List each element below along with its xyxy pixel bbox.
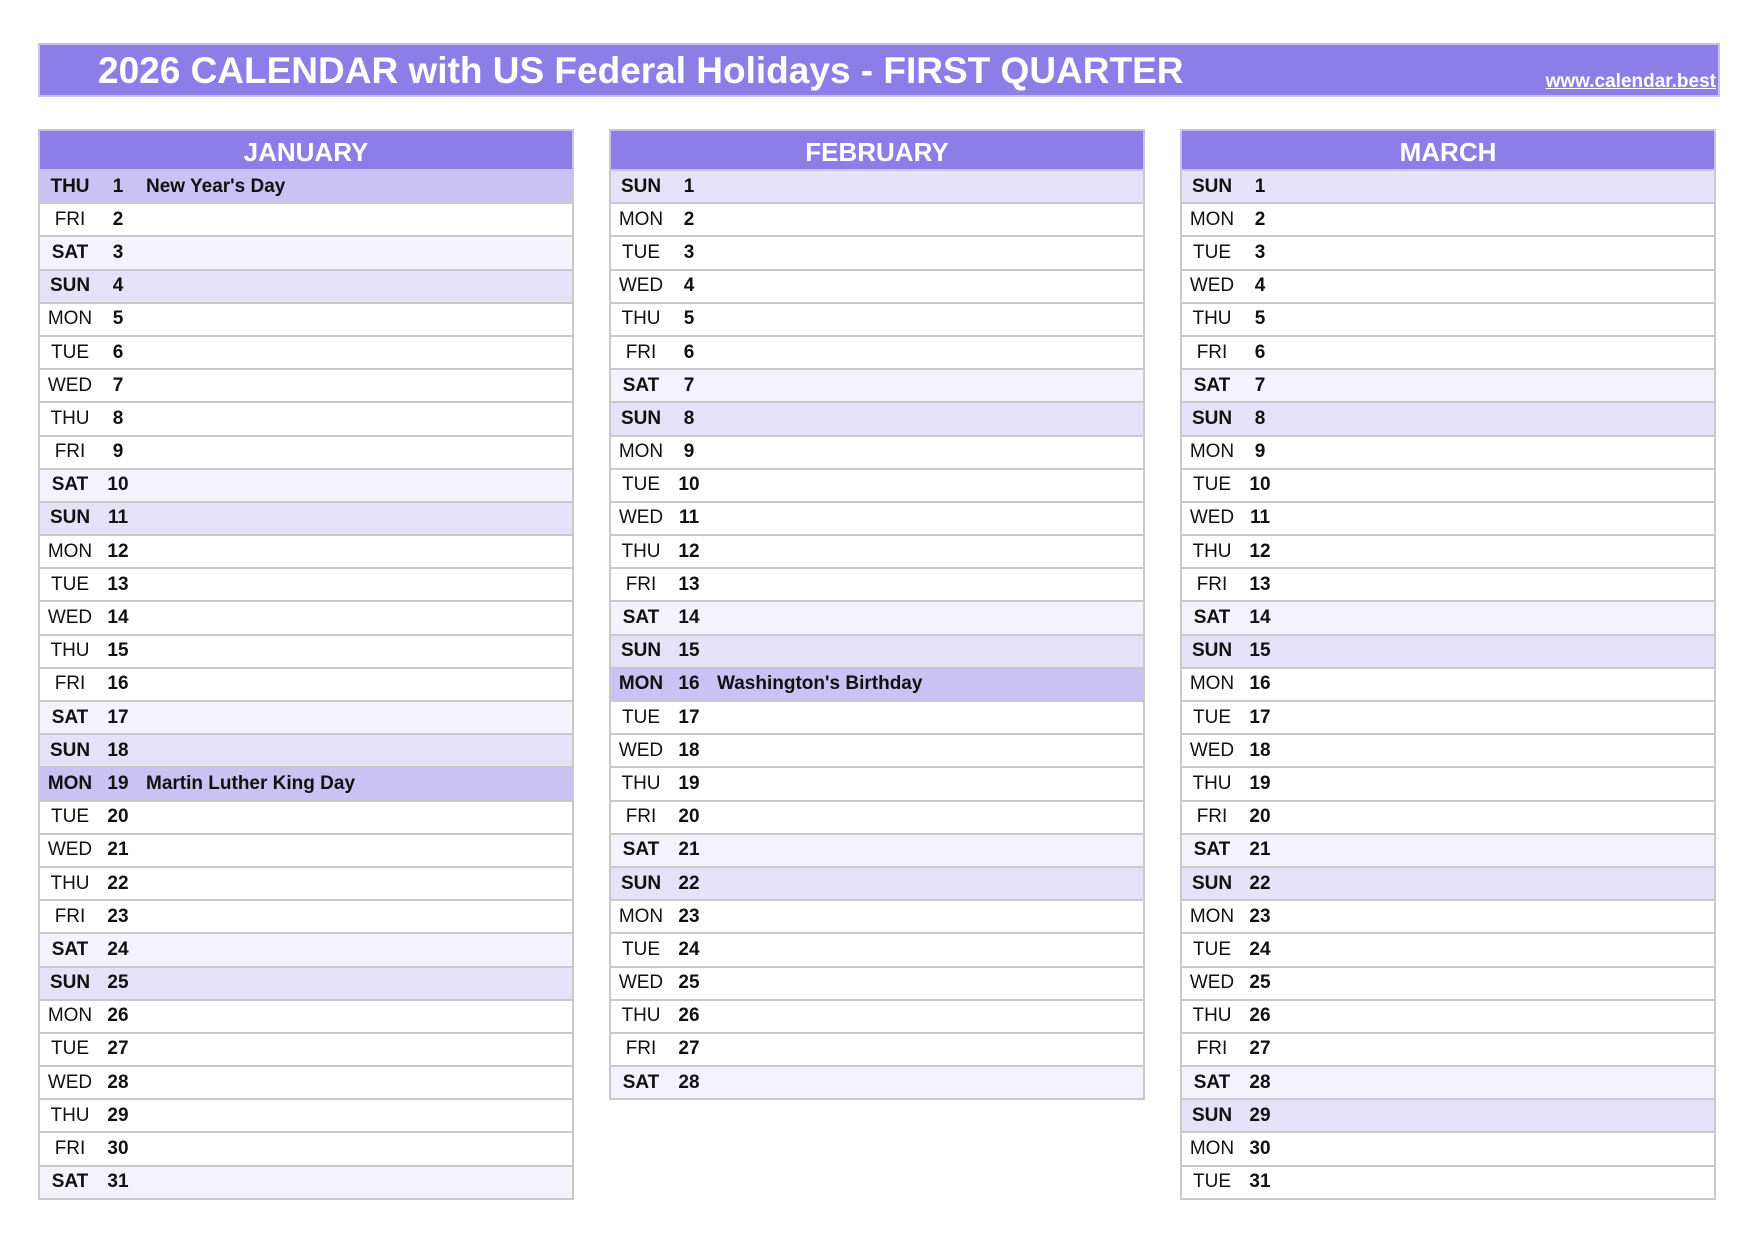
day-row: [611, 503, 1143, 536]
day-of-week: WED: [1189, 507, 1235, 529]
day-of-week: MON: [618, 441, 664, 463]
day-number: 12: [1249, 540, 1271, 562]
day-number: 7: [112, 374, 124, 396]
day-number: 8: [112, 407, 124, 429]
day-number: 28: [1249, 1071, 1271, 1093]
day-number: 9: [1254, 441, 1266, 463]
day-of-week: TUE: [1193, 1171, 1231, 1193]
day-list: [38, 171, 574, 1200]
day-of-week: WED: [47, 839, 93, 861]
day-of-week: MON: [1189, 441, 1235, 463]
day-of-week: SAT: [51, 1171, 89, 1193]
day-number: 14: [678, 607, 700, 629]
day-number: 12: [107, 540, 129, 562]
day-number: 1: [683, 175, 695, 197]
day-row: [40, 237, 572, 270]
day-number: 18: [1249, 739, 1271, 761]
day-row: [611, 304, 1143, 337]
day-number: 19: [678, 772, 700, 794]
day-of-week: WED: [1189, 739, 1235, 761]
day-of-week: THU: [50, 407, 90, 429]
day-of-week: TUE: [51, 341, 89, 363]
day-row: [611, 437, 1143, 470]
page-title: 2026 CALENDAR with US Federal Holidays - FIRST QUARTER: [98, 50, 1184, 91]
day-of-week: SUN: [49, 739, 91, 761]
day-number: 8: [683, 407, 695, 429]
day-of-week: FRI: [625, 806, 657, 828]
day-row: [40, 868, 572, 901]
day-number: 31: [1249, 1171, 1271, 1193]
day-row: [40, 437, 572, 470]
day-number: 23: [678, 905, 700, 927]
day-of-week: SAT: [51, 706, 89, 728]
day-row: [1182, 569, 1714, 602]
day-number: 4: [1254, 275, 1266, 297]
day-number: 5: [1254, 308, 1266, 330]
day-of-week: TUE: [1193, 241, 1231, 263]
day-number: 8: [1254, 407, 1266, 429]
day-number: 24: [678, 938, 700, 960]
day-number: 6: [683, 341, 695, 363]
day-of-week: TUE: [1193, 474, 1231, 496]
day-number: 24: [107, 938, 129, 960]
day-number: 9: [683, 441, 695, 463]
day-row: [611, 271, 1143, 304]
day-number: 5: [112, 308, 124, 330]
day-number: 12: [678, 540, 700, 562]
day-row: [1182, 735, 1714, 768]
day-row: [40, 735, 572, 768]
day-number: 1: [112, 175, 124, 197]
day-number: 27: [678, 1038, 700, 1060]
day-number: 2: [1254, 208, 1266, 230]
day-number: 4: [112, 275, 124, 297]
day-of-week: TUE: [1193, 938, 1231, 960]
day-row: [611, 768, 1143, 801]
day-row: [1182, 470, 1714, 503]
day-row: [1182, 237, 1714, 270]
day-number: 16: [678, 673, 700, 695]
day-of-week: SUN: [620, 175, 662, 197]
day-number: 17: [678, 706, 700, 728]
day-of-week: SUN: [1191, 872, 1233, 894]
day-of-week: SUN: [49, 507, 91, 529]
day-of-week: WED: [618, 275, 664, 297]
day-of-week: WED: [618, 972, 664, 994]
day-row: [611, 171, 1143, 204]
day-of-week: SUN: [620, 872, 662, 894]
day-number: 30: [107, 1138, 129, 1160]
day-row: [40, 304, 572, 337]
day-of-week: SAT: [51, 938, 89, 960]
day-row: [611, 802, 1143, 835]
day-row: [611, 1034, 1143, 1067]
day-of-week: TUE: [622, 706, 660, 728]
month-header: FEBRUARY: [609, 129, 1145, 171]
day-of-week: THU: [50, 872, 90, 894]
day-row: [40, 470, 572, 503]
day-of-week: MON: [618, 208, 664, 230]
day-number: 19: [107, 772, 129, 794]
day-of-week: THU: [621, 540, 661, 562]
day-row: [40, 669, 572, 702]
day-row: [1182, 868, 1714, 901]
day-number: 1: [1254, 175, 1266, 197]
day-row: [40, 1100, 572, 1133]
day-of-week: FRI: [54, 1138, 86, 1160]
day-of-week: MON: [1189, 673, 1235, 695]
day-number: 7: [683, 374, 695, 396]
day-of-week: FRI: [54, 441, 86, 463]
day-number: 27: [1249, 1038, 1271, 1060]
day-row: [1182, 370, 1714, 403]
day-row: [40, 602, 572, 635]
day-number: 16: [1249, 673, 1271, 695]
day-row: [611, 237, 1143, 270]
day-row: [1182, 768, 1714, 801]
day-number: 10: [678, 474, 700, 496]
day-number: 21: [678, 839, 700, 861]
day-row: [40, 835, 572, 868]
day-row: [611, 835, 1143, 868]
day-row: [1182, 503, 1714, 536]
day-of-week: SAT: [1193, 1071, 1231, 1093]
day-row: [1182, 835, 1714, 868]
day-number: 6: [112, 341, 124, 363]
day-row: [1182, 403, 1714, 436]
month-february: [609, 129, 1145, 1100]
day-of-week: TUE: [51, 1038, 89, 1060]
day-of-week: THU: [50, 1104, 90, 1126]
day-of-week: THU: [1192, 308, 1232, 330]
day-row: [1182, 636, 1714, 669]
day-of-week: WED: [1189, 972, 1235, 994]
day-of-week: WED: [618, 507, 664, 529]
day-number: 10: [107, 474, 129, 496]
day-row: [1182, 702, 1714, 735]
day-row: [40, 934, 572, 967]
day-of-week: SAT: [1193, 374, 1231, 396]
day-row: [611, 868, 1143, 901]
holiday-row: [40, 768, 572, 801]
day-row: [611, 636, 1143, 669]
day-number: 20: [678, 806, 700, 828]
day-row: [1182, 901, 1714, 934]
day-of-week: WED: [47, 1071, 93, 1093]
day-of-week: MON: [47, 772, 93, 794]
month-march: [1180, 129, 1716, 1200]
day-number: 5: [683, 308, 695, 330]
day-of-week: THU: [50, 175, 90, 197]
day-of-week: SUN: [1191, 175, 1233, 197]
day-number: 3: [683, 241, 695, 263]
day-row: [1182, 437, 1714, 470]
day-of-week: TUE: [51, 806, 89, 828]
day-row: [40, 968, 572, 1001]
month-header: JANUARY: [38, 129, 574, 171]
day-number: 4: [683, 275, 695, 297]
day-of-week: MON: [47, 540, 93, 562]
day-number: 2: [683, 208, 695, 230]
day-number: 25: [678, 972, 700, 994]
day-of-week: SAT: [1193, 839, 1231, 861]
day-of-week: FRI: [1196, 341, 1228, 363]
day-of-week: SAT: [622, 1071, 660, 1093]
day-number: 28: [678, 1071, 700, 1093]
day-of-week: THU: [50, 640, 90, 662]
day-row: [1182, 669, 1714, 702]
holiday-row: [40, 171, 572, 204]
day-number: 10: [1249, 474, 1271, 496]
day-row: [1182, 1133, 1714, 1166]
day-of-week: SAT: [51, 241, 89, 263]
day-row: [611, 901, 1143, 934]
day-of-week: FRI: [54, 905, 86, 927]
day-row: [1182, 1034, 1714, 1067]
day-number: 13: [678, 573, 700, 595]
day-number: 26: [678, 1005, 700, 1027]
day-row: [40, 403, 572, 436]
day-number: 30: [1249, 1138, 1271, 1160]
day-row: [1182, 304, 1714, 337]
day-number: 31: [107, 1171, 129, 1193]
day-row: [40, 503, 572, 536]
day-row: [611, 403, 1143, 436]
day-of-week: SUN: [49, 275, 91, 297]
day-number: 20: [1249, 806, 1271, 828]
day-row: [1182, 934, 1714, 967]
day-number: 11: [107, 507, 129, 529]
day-of-week: SUN: [1191, 1104, 1233, 1126]
day-number: 23: [107, 905, 129, 927]
day-number: 14: [107, 607, 129, 629]
month-january: [38, 129, 574, 1200]
day-of-week: FRI: [625, 1038, 657, 1060]
day-of-week: SUN: [620, 407, 662, 429]
day-of-week: SAT: [622, 607, 660, 629]
day-row: [40, 1034, 572, 1067]
day-number: 11: [1249, 507, 1271, 529]
day-number: 13: [1249, 573, 1271, 595]
day-row: [611, 702, 1143, 735]
day-row: [1182, 204, 1714, 237]
day-row: [40, 204, 572, 237]
day-row: [1182, 802, 1714, 835]
day-row: [40, 901, 572, 934]
day-of-week: SUN: [1191, 640, 1233, 662]
day-number: 29: [1249, 1104, 1271, 1126]
day-of-week: SUN: [620, 640, 662, 662]
day-number: 27: [107, 1038, 129, 1060]
day-list: [609, 171, 1145, 1100]
holiday-name: Martin Luther King Day: [146, 772, 356, 794]
day-of-week: SUN: [1191, 407, 1233, 429]
day-row: [40, 569, 572, 602]
day-number: 7: [1254, 374, 1266, 396]
day-of-week: TUE: [622, 938, 660, 960]
day-row: [40, 802, 572, 835]
holiday-name: Washington's Birthday: [717, 673, 923, 695]
day-of-week: WED: [47, 374, 93, 396]
day-row: [611, 470, 1143, 503]
day-row: [40, 536, 572, 569]
day-of-week: THU: [1192, 772, 1232, 794]
day-row: [1182, 271, 1714, 304]
day-number: 9: [112, 441, 124, 463]
day-number: 17: [1249, 706, 1271, 728]
day-row: [1182, 1001, 1714, 1034]
day-row: [40, 1067, 572, 1100]
month-header: MARCH: [1180, 129, 1716, 171]
day-of-week: SAT: [1193, 607, 1231, 629]
day-row: [40, 271, 572, 304]
holiday-row: [611, 669, 1143, 702]
day-row: [611, 337, 1143, 370]
day-of-week: THU: [621, 1005, 661, 1027]
day-number: 3: [112, 241, 124, 263]
day-of-week: MON: [618, 905, 664, 927]
day-row: [40, 337, 572, 370]
day-row: [1182, 1100, 1714, 1133]
day-of-week: SAT: [51, 474, 89, 496]
day-of-week: MON: [47, 308, 93, 330]
day-of-week: MON: [618, 673, 664, 695]
day-number: 16: [107, 673, 129, 695]
day-row: [611, 1001, 1143, 1034]
day-row: [611, 1067, 1143, 1100]
day-row: [611, 536, 1143, 569]
day-row: [40, 370, 572, 403]
day-row: [1182, 536, 1714, 569]
day-number: 15: [107, 640, 129, 662]
day-of-week: FRI: [1196, 1038, 1228, 1060]
day-number: 25: [107, 972, 129, 994]
day-number: 25: [1249, 972, 1271, 994]
day-row: [611, 735, 1143, 768]
day-row: [1182, 1067, 1714, 1100]
day-number: 18: [678, 739, 700, 761]
day-of-week: TUE: [51, 573, 89, 595]
day-of-week: SAT: [622, 839, 660, 861]
day-row: [611, 569, 1143, 602]
day-of-week: THU: [621, 772, 661, 794]
day-row: [1182, 602, 1714, 635]
day-of-week: SAT: [622, 374, 660, 396]
day-number: 29: [107, 1104, 129, 1126]
title-banner: [38, 43, 1720, 97]
day-row: [611, 934, 1143, 967]
day-number: 18: [107, 739, 129, 761]
day-of-week: WED: [47, 607, 93, 629]
day-row: [611, 370, 1143, 403]
day-of-week: SUN: [49, 972, 91, 994]
day-number: 22: [1249, 872, 1271, 894]
day-row: [40, 702, 572, 735]
day-number: 22: [107, 872, 129, 894]
day-number: 15: [1249, 640, 1271, 662]
day-number: 13: [107, 573, 129, 595]
day-number: 2: [112, 208, 124, 230]
day-number: 24: [1249, 938, 1271, 960]
day-number: 11: [678, 507, 700, 529]
day-of-week: MON: [1189, 905, 1235, 927]
day-of-week: THU: [1192, 1005, 1232, 1027]
day-of-week: MON: [1189, 1138, 1235, 1160]
day-of-week: TUE: [622, 241, 660, 263]
day-number: 22: [678, 872, 700, 894]
day-row: [40, 1001, 572, 1034]
day-row: [40, 636, 572, 669]
day-of-week: FRI: [54, 673, 86, 695]
site-link[interactable]: www.calendar.best: [1545, 71, 1716, 92]
day-number: 15: [678, 640, 700, 662]
day-of-week: THU: [1192, 540, 1232, 562]
day-row: [1182, 171, 1714, 204]
day-number: 26: [1249, 1005, 1271, 1027]
day-number: 21: [1249, 839, 1271, 861]
day-of-week: TUE: [1193, 706, 1231, 728]
day-row: [40, 1133, 572, 1166]
day-number: 28: [107, 1071, 129, 1093]
day-number: 20: [107, 806, 129, 828]
day-row: [611, 204, 1143, 237]
day-of-week: FRI: [625, 573, 657, 595]
day-of-week: WED: [618, 739, 664, 761]
day-number: 17: [107, 706, 129, 728]
day-row: [1182, 337, 1714, 370]
day-of-week: MON: [47, 1005, 93, 1027]
day-of-week: TUE: [622, 474, 660, 496]
day-number: 3: [1254, 241, 1266, 263]
day-of-week: WED: [1189, 275, 1235, 297]
day-number: 26: [107, 1005, 129, 1027]
day-list: [1180, 171, 1716, 1200]
day-of-week: FRI: [1196, 573, 1228, 595]
day-number: 19: [1249, 772, 1271, 794]
day-row: [611, 602, 1143, 635]
day-number: 6: [1254, 341, 1266, 363]
day-row: [611, 968, 1143, 1001]
day-row: [1182, 968, 1714, 1001]
day-number: 14: [1249, 607, 1271, 629]
day-of-week: FRI: [1196, 806, 1228, 828]
day-of-week: FRI: [625, 341, 657, 363]
day-of-week: THU: [621, 308, 661, 330]
day-number: 23: [1249, 905, 1271, 927]
day-row: [1182, 1167, 1714, 1200]
day-of-week: FRI: [54, 208, 86, 230]
day-of-week: MON: [1189, 208, 1235, 230]
holiday-name: New Year's Day: [146, 175, 286, 197]
day-number: 21: [107, 839, 129, 861]
day-row: [40, 1167, 572, 1200]
